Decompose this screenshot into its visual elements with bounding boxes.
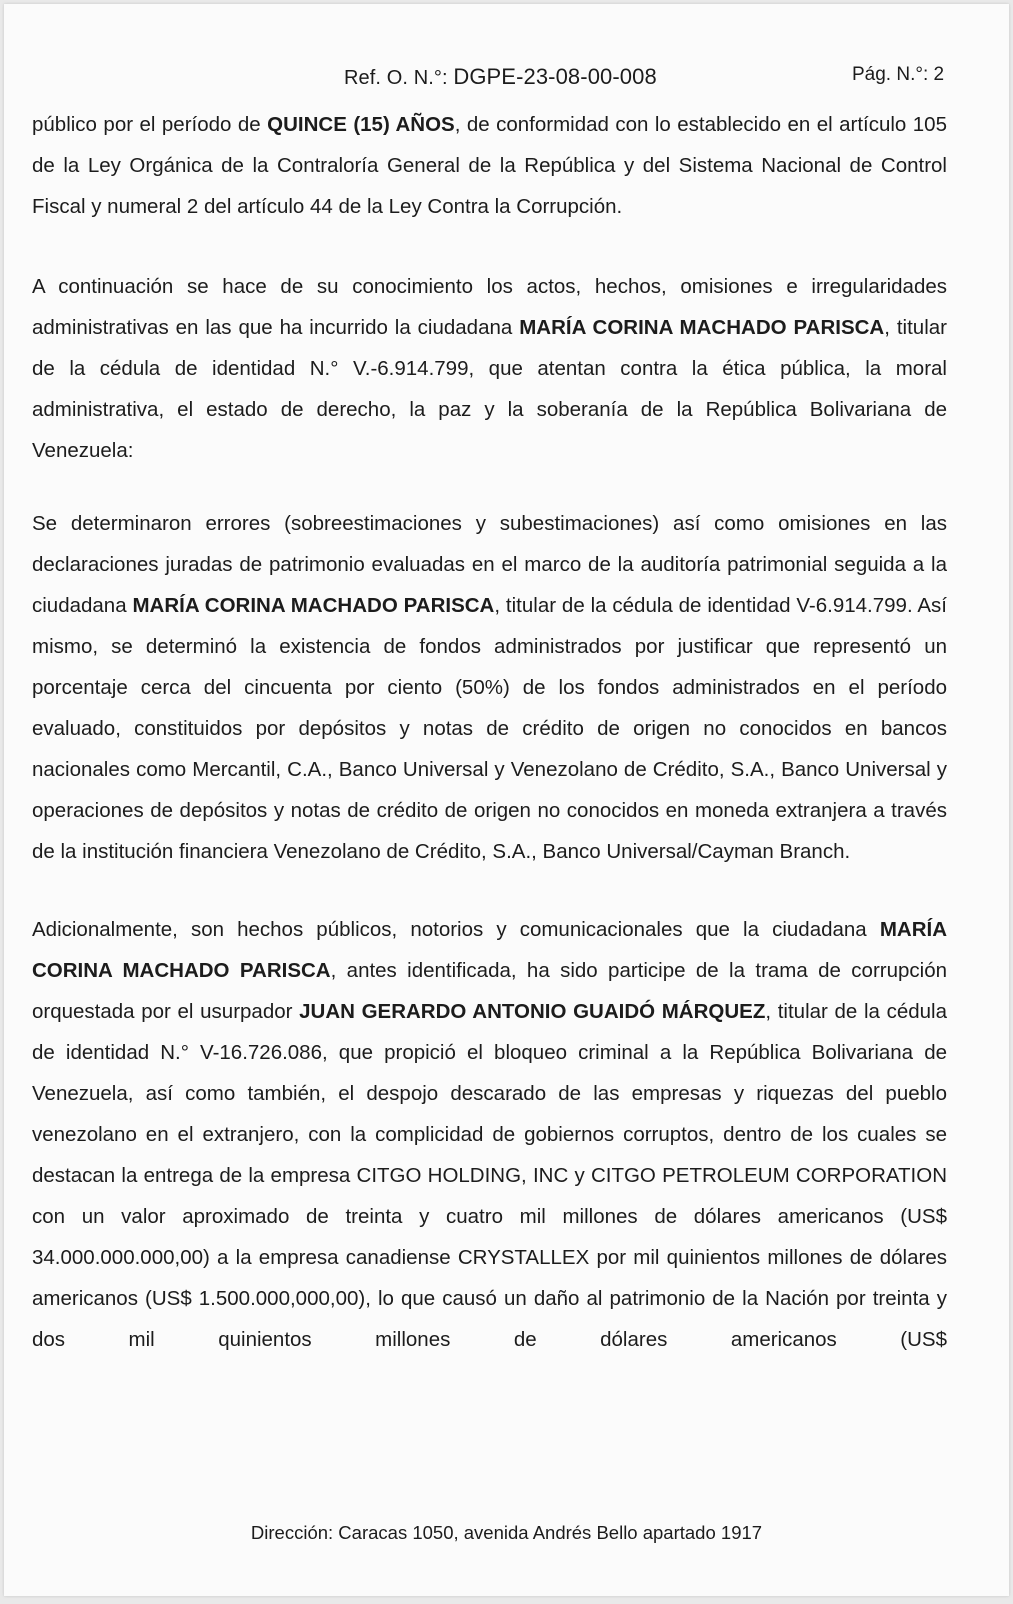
- paragraph-text: A continuación se hace de su conocimiento los actos, hechos, omisiones e irregularidades administrativas en las que ha incurrido la ciudadana: [32, 275, 947, 339]
- paragraph-text: , antes identificada, ha sido participe de la trama de corrupción orquestada por el usurpador: [32, 959, 947, 1023]
- paragraph-text: Adicionalmente, son hechos públicos, notorios y comunicacionales que la ciudadana: [32, 918, 880, 941]
- page-number: Pág. N.°: 2: [852, 64, 945, 85]
- bold-name: MARÍA CORINA MACHADO PARISCA: [132, 594, 495, 617]
- paragraph-text: público por el período de: [32, 113, 268, 136]
- paragraph-text: , titular de la cédula de identidad V-6.914.799. Así mismo, se determinó la existencia de fondos administrados por justificar que representó un porcentaje cerca del cincuenta por ciento (50%) de los fondos administrados en el período evaluado, constituidos por depósitos y notas de crédito de origen no conocidos en bancos nacionales como Mercantil, C.A., Banco Universal y Venezolano de Crédito, S.A., Banco Universal y operaciones de depósitos y notas de crédito de origen no conocidos en moneda extranjera a través de la institución financiera Venezolano de Crédito, S.A., Banco Universal/Cayman Branch.: [32, 594, 947, 863]
- reference-label: Ref. O. N.°:: [344, 67, 454, 89]
- paragraph-additional-facts: [32, 909, 947, 1360]
- reference-number: [344, 64, 657, 90]
- paragraph-text: , titular de la cédula de identidad N.° V-16.726.086, que propició el bloqueo criminal a la República Bolivariana de Venezuela, así como también, el despojo descarado de las empresas y riquezas del pueblo venezolano en el extranjero, con la complicidad de gobiernos corruptos, dentro de los cuales se destacan la entrega de la empresa CITGO HOLDING, INC y CITGO PETROLEUM CORPORATION con un valor aproximado de treinta y cuatro mil millones de dólares americanos (US$ 34.000.000.000,00) a la empresa canadiense CRYSTALLEX por mil quinientos millones de dólares americanos (US$ 1.500.000,000,00), lo que causó un daño al patrimonio de la Nación por treinta y dos mil quinientos millones de dólares americanos (US$: [32, 1000, 947, 1351]
- footer-address: Dirección: Caracas 1050, avenida Andrés Bello apartado 1917: [250, 1522, 763, 1543]
- bold-name: MARÍA CORINA MACHADO PARISCA: [32, 918, 947, 982]
- paragraph-text: Se determinaron errores (sobreestimaciones y subestimaciones) así como omisiones en las declaraciones juradas de patrimonio evaluadas en el marco de la auditoría patrimonial seguida a la ciudadana: [32, 512, 947, 617]
- paragraph-audit-findings: [32, 503, 947, 872]
- bold-name: MARÍA CORINA MACHADO PARISCA: [519, 316, 885, 339]
- document-page: [4, 4, 1009, 1596]
- paragraph-text: , titular de la cédula de identidad N.° V.-6.914.799, que atentan contra la ética pública, la moral administrativa, el estado de derecho, la paz y la soberanía de la República Bolivariana de Venezuela:: [32, 316, 947, 462]
- reference-code: DGPE-23-08-00-008: [453, 64, 657, 89]
- paragraph-text: , de conformidad con lo establecido en el artículo 105 de la Ley Orgánica de la Contraloría General de la República y del Sistema Nacional de Control Fiscal y numeral 2 del artículo 44 de la Ley Contra la Corrupción.: [32, 113, 947, 218]
- bold-name: JUAN GERARDO ANTONIO GUAIDÓ MÁRQUEZ: [299, 1000, 766, 1023]
- paragraph-irregularities-intro: [32, 266, 947, 471]
- paragraph-sanction-period: [32, 104, 947, 227]
- bold-term: QUINCE (15) AÑOS: [267, 113, 455, 136]
